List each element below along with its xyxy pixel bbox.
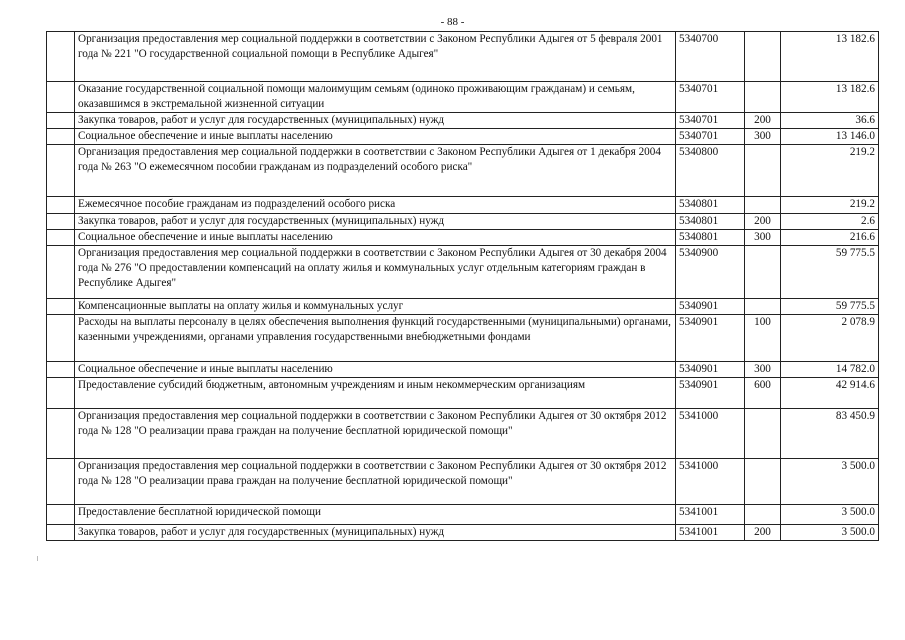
margin-cell	[47, 315, 75, 362]
row-code: 5341000	[676, 409, 745, 459]
row-expense-type	[745, 197, 781, 214]
row-amount: 59 775.5	[781, 299, 879, 315]
table-row	[47, 32, 879, 82]
table-row	[47, 315, 879, 362]
row-amount: 13 182.6	[781, 32, 879, 82]
row-amount: 83 450.9	[781, 409, 879, 459]
row-code: 5340801	[676, 214, 745, 230]
row-code: 5340901	[676, 378, 745, 409]
row-name: Социальное обеспечение и иные выплаты населению	[75, 362, 676, 378]
margin-cell	[47, 378, 75, 409]
table-row	[47, 299, 879, 315]
row-amount: 3 500.0	[781, 459, 879, 505]
margin-cell	[47, 409, 75, 459]
row-name: Организация предоставления мер социальной поддержки в соответствии с Законом Республики Адыгея от 5 февраля 2001 года № 221 "О государственной социальной помощи в Республике Адыгея"	[75, 32, 676, 82]
table-row	[47, 82, 879, 113]
row-amount: 2.6	[781, 214, 879, 230]
row-expense-type: 300	[745, 129, 781, 145]
row-code: 5340901	[676, 362, 745, 378]
table-row	[47, 197, 879, 214]
table-row	[47, 246, 879, 299]
row-code: 5340800	[676, 145, 745, 197]
row-expense-type: 600	[745, 378, 781, 409]
row-expense-type	[745, 145, 781, 197]
row-expense-type	[745, 505, 781, 525]
row-code: 5340701	[676, 113, 745, 129]
margin-cell	[47, 32, 75, 82]
row-amount: 36.6	[781, 113, 879, 129]
margin-cell	[47, 129, 75, 145]
row-name: Расходы на выплаты персоналу в целях обеспечения выполнения функций государственными (муниципальными) органами, казенными учреждениями, органами управления государственными внебюджетными фондами	[75, 315, 676, 362]
row-expense-type: 300	[745, 362, 781, 378]
row-name: Организация предоставления мер социальной поддержки в соответствии с Законом Республики Адыгея от 1 декабря 2004 года № 263 "О ежемесячном пособии гражданам из подразделений особого риска"	[75, 145, 676, 197]
row-expense-type: 200	[745, 525, 781, 541]
row-expense-type	[745, 82, 781, 113]
table-row	[47, 525, 879, 541]
table-row	[47, 230, 879, 246]
row-code: 5341001	[676, 525, 745, 541]
row-expense-type	[745, 32, 781, 82]
row-amount: 219.2	[781, 197, 879, 214]
row-amount: 59 775.5	[781, 246, 879, 299]
table-row	[47, 409, 879, 459]
margin-cell	[47, 82, 75, 113]
row-expense-type	[745, 299, 781, 315]
margin-cell	[47, 230, 75, 246]
row-amount: 3 500.0	[781, 525, 879, 541]
row-code: 5341001	[676, 505, 745, 525]
row-name: Предоставление бесплатной юридической помощи	[75, 505, 676, 525]
table-row	[47, 378, 879, 409]
row-expense-type: 300	[745, 230, 781, 246]
row-expense-type: 200	[745, 214, 781, 230]
row-name: Предоставление субсидий бюджетным, автономным учреждениям и иным некоммерческим организациям	[75, 378, 676, 409]
table-row	[47, 505, 879, 525]
row-code: 5340901	[676, 315, 745, 362]
row-name: Ежемесячное пособие гражданам из подразделений особого риска	[75, 197, 676, 214]
row-name: Компенсационные выплаты на оплату жилья и коммунальных услуг	[75, 299, 676, 315]
row-amount: 14 782.0	[781, 362, 879, 378]
row-code: 5340701	[676, 82, 745, 113]
row-name: Социальное обеспечение и иные выплаты населению	[75, 129, 676, 145]
row-amount: 13 146.0	[781, 129, 879, 145]
table-row	[47, 214, 879, 230]
margin-cell	[47, 362, 75, 378]
row-name: Оказание государственной социальной помощи малоимущим семьям (одиноко проживающим гражданам) и семьям, оказавшимся в экстремальной жизненной ситуации	[75, 82, 676, 113]
row-amount: 219.2	[781, 145, 879, 197]
row-code: 5340901	[676, 299, 745, 315]
row-name: Закупка товаров, работ и услуг для государственных (муниципальных) нужд	[75, 214, 676, 230]
row-expense-type: 100	[745, 315, 781, 362]
margin-cell	[47, 505, 75, 525]
row-name: Социальное обеспечение и иные выплаты населению	[75, 230, 676, 246]
row-amount: 216.6	[781, 230, 879, 246]
row-expense-type	[745, 459, 781, 505]
row-code: 5341000	[676, 459, 745, 505]
row-code: 5340700	[676, 32, 745, 82]
margin-cell	[47, 246, 75, 299]
margin-cell	[47, 113, 75, 129]
page-number: - 88 -	[440, 16, 465, 28]
row-name: Закупка товаров, работ и услуг для государственных (муниципальных) нужд	[75, 113, 676, 129]
scan-mark	[37, 556, 38, 561]
row-expense-type	[745, 246, 781, 299]
margin-cell	[47, 459, 75, 505]
row-code: 5340900	[676, 246, 745, 299]
margin-cell	[47, 525, 75, 541]
row-name: Организация предоставления мер социальной поддержки в соответствии с Законом Республики Адыгея от 30 октября 2012 года № 128 "О реализации права граждан на получение бесплатной юридической помощи"	[75, 409, 676, 459]
row-expense-type	[745, 409, 781, 459]
margin-cell	[47, 145, 75, 197]
margin-cell	[47, 197, 75, 214]
table-row	[47, 145, 879, 197]
margin-cell	[47, 299, 75, 315]
row-name: Организация предоставления мер социальной поддержки в соответствии с Законом Республики Адыгея от 30 октября 2012 года № 128 "О реализации права граждан на получение бесплатной юридической помощи"	[75, 459, 676, 505]
budget-table	[46, 31, 879, 541]
row-name: Организация предоставления мер социальной поддержки в соответствии с Законом Республики Адыгея от 30 декабря 2004 года № 276 "О предоставлении компенсаций на оплату жилья и коммунальных услуг отдельным категориям граждан в Республике Адыгея"	[75, 246, 676, 299]
row-amount: 42 914.6	[781, 378, 879, 409]
row-amount: 3 500.0	[781, 505, 879, 525]
row-amount: 13 182.6	[781, 82, 879, 113]
table-row	[47, 113, 879, 129]
row-amount: 2 078.9	[781, 315, 879, 362]
table-row	[47, 459, 879, 505]
row-code: 5340801	[676, 230, 745, 246]
table-row	[47, 129, 879, 145]
margin-cell	[47, 214, 75, 230]
table-row	[47, 362, 879, 378]
row-name: Закупка товаров, работ и услуг для государственных (муниципальных) нужд	[75, 525, 676, 541]
row-code: 5340801	[676, 197, 745, 214]
row-code: 5340701	[676, 129, 745, 145]
row-expense-type: 200	[745, 113, 781, 129]
